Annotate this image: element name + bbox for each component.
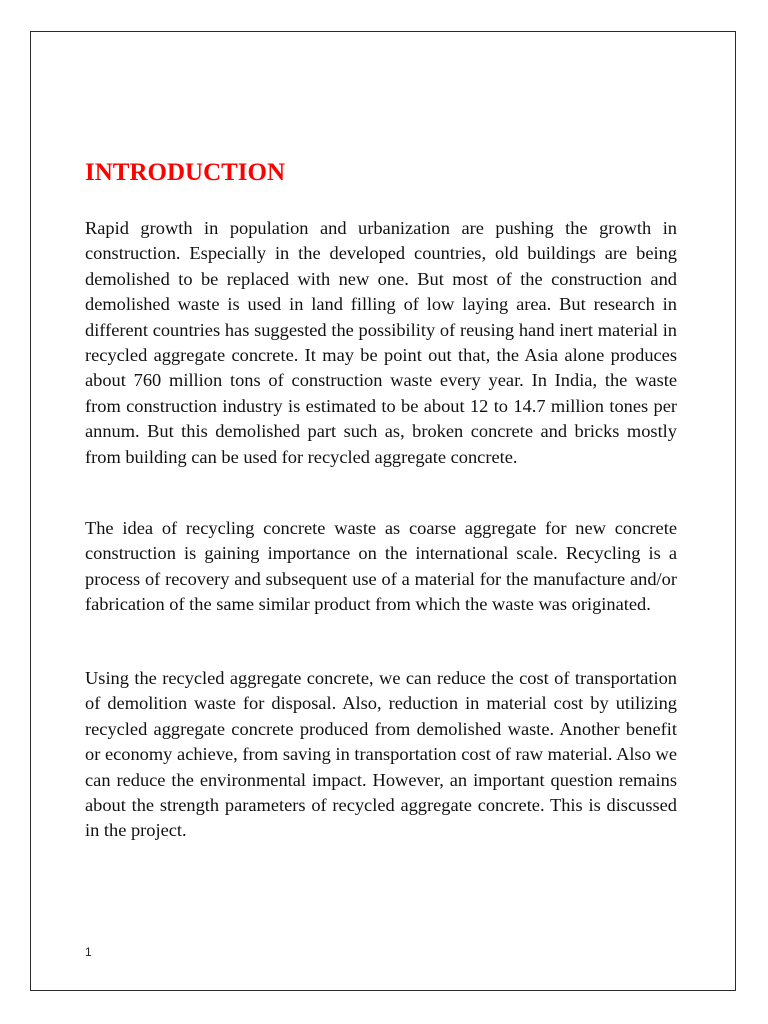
paragraph-introduction-2: The idea of recycling concrete waste as coarse aggregate for new concrete construction is gaining importance on the international scale. Recycling is a process of recovery and subsequent use of a material for the manufacture and/or fabrication of the same similar product from which the waste was originated.	[85, 518, 677, 615]
paragraph-introduction-3: Using the recycled aggregate concrete, we can reduce the cost of transportation of demolition waste for disposal. Also, reduction in material cost by utilizing recycled aggregate concrete produced from demolished waste. Another benefit or economy achieve, from saving in transportation cost of raw material. Also we can reduce the environmental impact. However, an important question remains about the strength parameters of recycled aggregate concrete. This is discussed in the project.	[85, 668, 677, 841]
page-number: 1	[85, 945, 92, 959]
document-page	[30, 31, 736, 991]
paragraph-introduction-1: Rapid growth in population and urbanization are pushing the growth in construction. Especially in the developed countries, old buildings are being demolished to be replaced with new one. But most of the construction and demolished waste is used in land filling of low laying area. But research in different countries has suggested the possibility of reusing hand inert material in recycled aggregate concrete. It may be point out that, the Asia alone produces about 760 million tons of construction waste every year. In India, the waste from construction industry is estimated to be about 12 to 14.7 million tones per annum. But this demolished part such as, broken concrete and bricks mostly from building can be used for recycled aggregate concrete.	[85, 218, 677, 467]
section-heading: INTRODUCTION	[85, 159, 286, 186]
